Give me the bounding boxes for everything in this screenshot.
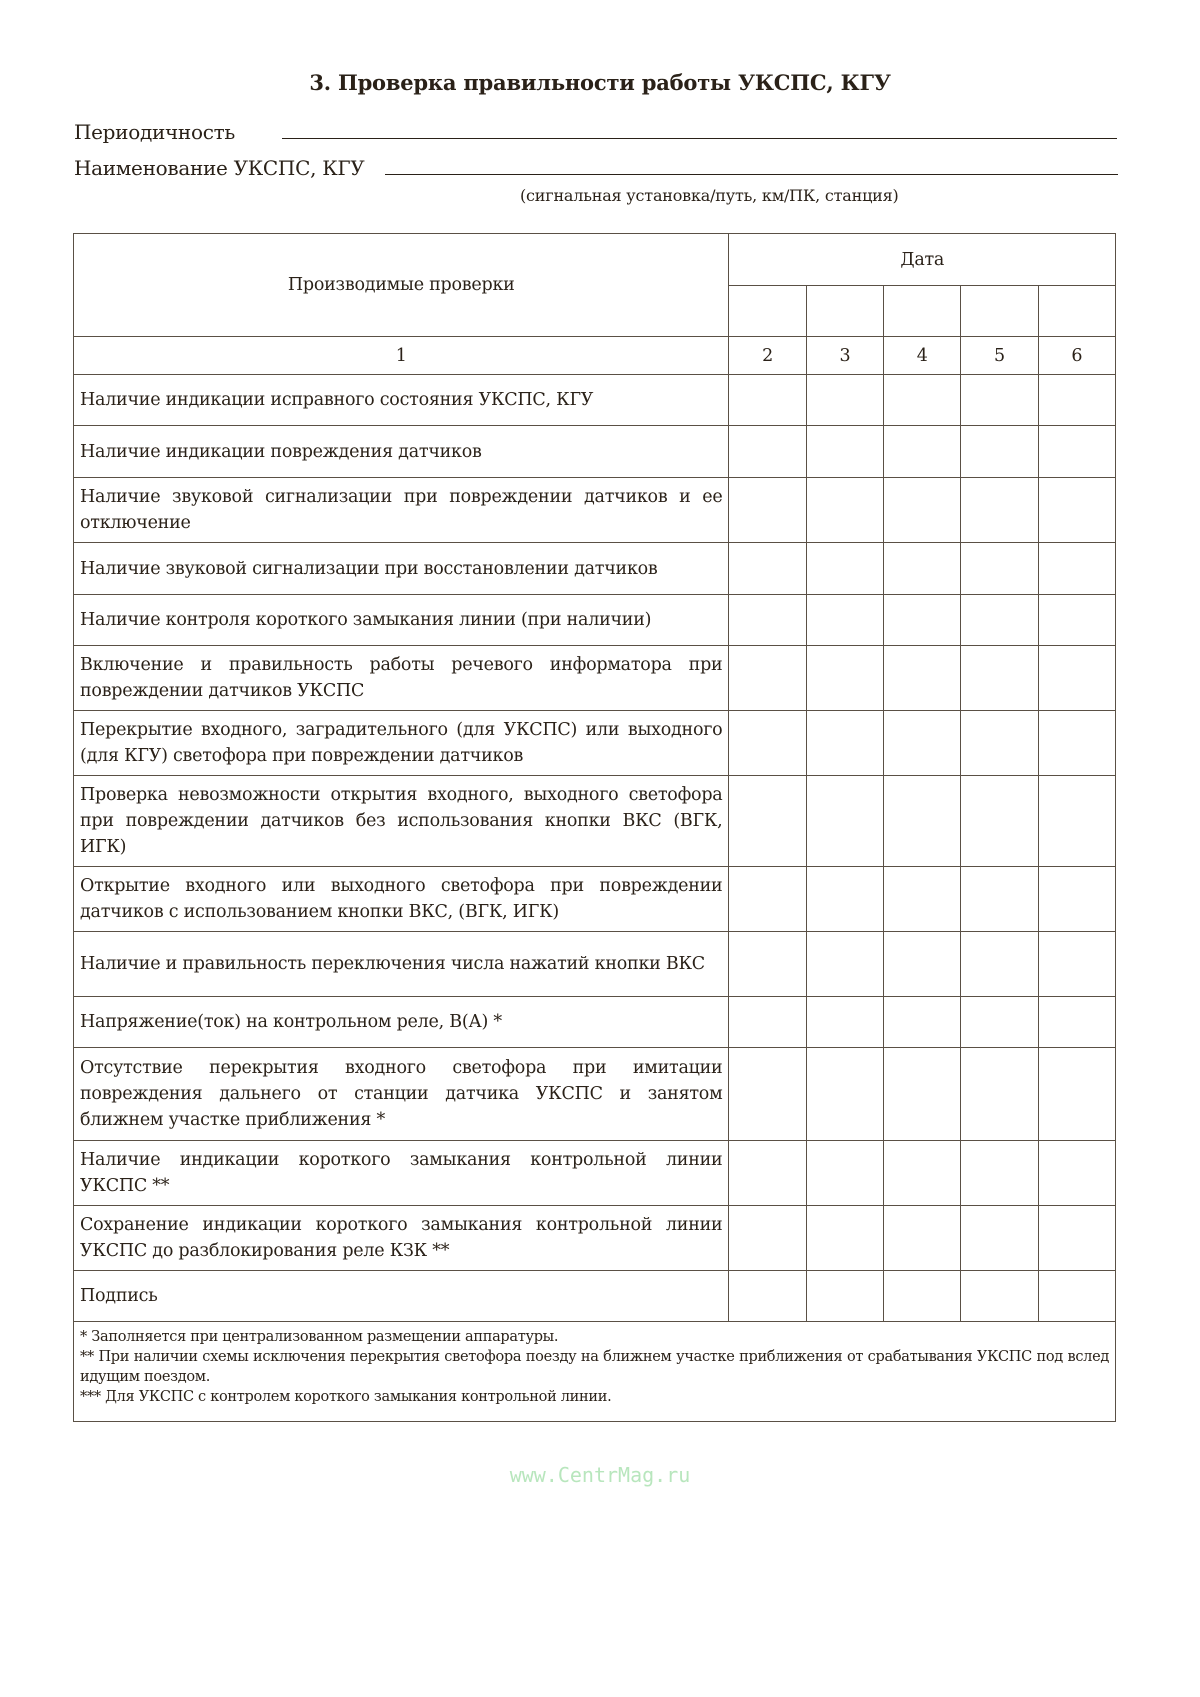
check-label: Перекрытие входного, заградительного (для УКСПС) или выходного (для КГУ) светофора при повреждении датчиков [74,711,729,776]
entry-cell[interactable] [1038,1141,1115,1206]
entry-cell[interactable] [806,1206,883,1271]
entry-cell[interactable] [884,478,961,543]
entry-cell[interactable] [884,1206,961,1271]
entry-cell[interactable] [729,932,806,997]
check-label: Наличие индикации исправного состояния УКСПС, КГУ [74,375,729,426]
entry-cell[interactable] [806,595,883,646]
entry-cell[interactable] [884,595,961,646]
entry-cell[interactable] [1038,426,1115,478]
entry-cell[interactable] [1038,1048,1115,1141]
entry-cell[interactable] [806,426,883,478]
entry-cell[interactable] [729,375,806,426]
check-label: Отсутствие перекрытия входного светофора при имитации повреждения дальнего от станции датчика УКСПС и занятом ближнем участке приближения * [74,1048,729,1141]
entry-cell[interactable] [729,776,806,867]
entry-cell[interactable] [1038,867,1115,932]
footnotes [73,1321,1116,1422]
table-row [74,711,1116,776]
entry-cell[interactable] [729,1048,806,1141]
date-cell[interactable] [884,286,961,337]
entry-cell[interactable] [1038,932,1115,997]
table-row [74,867,1116,932]
entry-cell[interactable] [1038,375,1115,426]
entry-cell[interactable] [961,1141,1038,1206]
entry-cell[interactable] [884,711,961,776]
check-label: Напряжение(ток) на контрольном реле, В(А) * [74,997,729,1048]
entry-cell[interactable] [729,478,806,543]
date-cell[interactable] [961,286,1038,337]
header-checks: Производимые проверки [74,234,729,337]
entry-cell[interactable] [961,478,1038,543]
entry-cell[interactable] [884,375,961,426]
check-label: Включение и правильность работы речевого информатора при повреждении датчиков УКСПС [74,646,729,711]
entry-cell[interactable] [884,543,961,595]
entry-cell[interactable] [961,1048,1038,1141]
entry-cell[interactable] [729,426,806,478]
header-date: Дата [729,234,1116,286]
entry-cell[interactable] [961,776,1038,867]
check-label: Сохранение индикации короткого замыкания контрольной линии УКСПС до разблокирования реле КЗК ** [74,1206,729,1271]
entry-cell[interactable] [806,478,883,543]
column-number: 5 [961,337,1038,375]
entry-cell[interactable] [806,776,883,867]
checks-table [73,233,1116,1322]
entry-cell[interactable] [961,932,1038,997]
entry-cell[interactable] [884,426,961,478]
entry-cell[interactable] [1038,1271,1115,1322]
entry-cell[interactable] [806,867,883,932]
entry-cell[interactable] [884,932,961,997]
check-label: Проверка невозможности открытия входного, выходного светофора при повреждении датчиков без использования кнопки ВКС (ВГК, ИГК) [74,776,729,867]
table-row [74,1048,1116,1141]
entry-cell[interactable] [806,646,883,711]
entry-cell[interactable] [884,776,961,867]
entry-cell[interactable] [729,997,806,1048]
column-number: 4 [884,337,961,375]
entry-cell[interactable] [1038,776,1115,867]
entry-cell[interactable] [1038,1206,1115,1271]
entry-cell[interactable] [961,997,1038,1048]
date-cell[interactable] [729,286,806,337]
entry-cell[interactable] [884,1271,961,1322]
entry-cell[interactable] [729,867,806,932]
entry-cell[interactable] [729,1271,806,1322]
entry-cell[interactable] [729,1206,806,1271]
date-cell[interactable] [806,286,883,337]
entry-cell[interactable] [884,867,961,932]
date-cell[interactable] [1038,286,1115,337]
entry-cell[interactable] [729,595,806,646]
table-row [74,426,1116,478]
check-label: Наличие звуковой сигнализации при восстановлении датчиков [74,543,729,595]
table-row [74,595,1116,646]
check-label: Открытие входного или выходного светофора при повреждении датчиков с использованием кнопки ВКС, (ВГК, ИГК) [74,867,729,932]
table-row [74,1206,1116,1271]
periodicity-label: Периодичность [74,120,235,144]
entry-cell[interactable] [806,1141,883,1206]
table-row [74,478,1116,543]
check-label: Наличие и правильность переключения числа нажатий кнопки ВКС [74,932,729,997]
entry-cell[interactable] [729,1141,806,1206]
watermark: www.CentrMag.ru [509,1463,691,1487]
entry-cell[interactable] [961,1271,1038,1322]
entry-cell[interactable] [729,646,806,711]
table-row [74,1271,1116,1322]
entry-cell[interactable] [1038,997,1115,1048]
entry-cell[interactable] [961,595,1038,646]
entry-cell[interactable] [1038,646,1115,711]
entry-cell[interactable] [961,867,1038,932]
check-label: Наличие звуковой сигнализации при повреждении датчиков и ее отключение [74,478,729,543]
entry-cell[interactable] [729,711,806,776]
entry-cell[interactable] [806,375,883,426]
entry-cell[interactable] [806,1271,883,1322]
entry-cell[interactable] [806,1048,883,1141]
entry-cell[interactable] [806,543,883,595]
entry-cell[interactable] [806,932,883,997]
entry-cell[interactable] [961,646,1038,711]
entry-cell[interactable] [961,543,1038,595]
check-label: Наличие контроля короткого замыкания линии (при наличии) [74,595,729,646]
table-row [74,1141,1116,1206]
entry-cell[interactable] [961,375,1038,426]
table-row [74,375,1116,426]
entry-cell[interactable] [1038,543,1115,595]
entry-cell[interactable] [961,711,1038,776]
entry-cell[interactable] [806,711,883,776]
check-label: Наличие индикации повреждения датчиков [74,426,729,478]
name-hint: (сигнальная установка/путь, км/ПК, станция) [520,186,899,205]
table-row [74,776,1116,867]
table-row [74,646,1116,711]
name-label: Наименование УКСПС, КГУ [74,156,365,180]
entry-cell[interactable] [884,1048,961,1141]
entry-cell[interactable] [806,997,883,1048]
column-number: 2 [729,337,806,375]
name-field[interactable] [385,174,1118,175]
entry-cell[interactable] [961,1206,1038,1271]
entry-cell[interactable] [1038,711,1115,776]
entry-cell[interactable] [961,426,1038,478]
entry-cell[interactable] [1038,478,1115,543]
table-row [74,932,1116,997]
column-number: 1 [74,337,729,375]
footnote: ** При наличии схемы исключения перекрытия светофора поезду на ближнем участке приближения от срабатывания УКСПС под вслед идущим поездом. [80,1349,1109,1385]
table-row [74,543,1116,595]
check-label: Наличие индикации короткого замыкания контрольной линии УКСПС ** [74,1141,729,1206]
table-row [74,997,1116,1048]
periodicity-field[interactable] [282,138,1117,139]
column-number-row [74,337,1116,375]
check-label: Подпись [74,1271,729,1322]
page-title: 3. Проверка правильности работы УКСПС, КГУ [309,70,891,95]
column-number: 3 [806,337,883,375]
entry-cell[interactable] [884,646,961,711]
entry-cell[interactable] [1038,595,1115,646]
column-number: 6 [1038,337,1115,375]
footnote: *** Для УКСПС с контролем короткого замыкания контрольной линии. [80,1389,612,1405]
entry-cell[interactable] [884,1141,961,1206]
entry-cell[interactable] [729,543,806,595]
footnote: * Заполняется при централизованном размещении аппаратуры. [80,1329,559,1345]
entry-cell[interactable] [884,997,961,1048]
